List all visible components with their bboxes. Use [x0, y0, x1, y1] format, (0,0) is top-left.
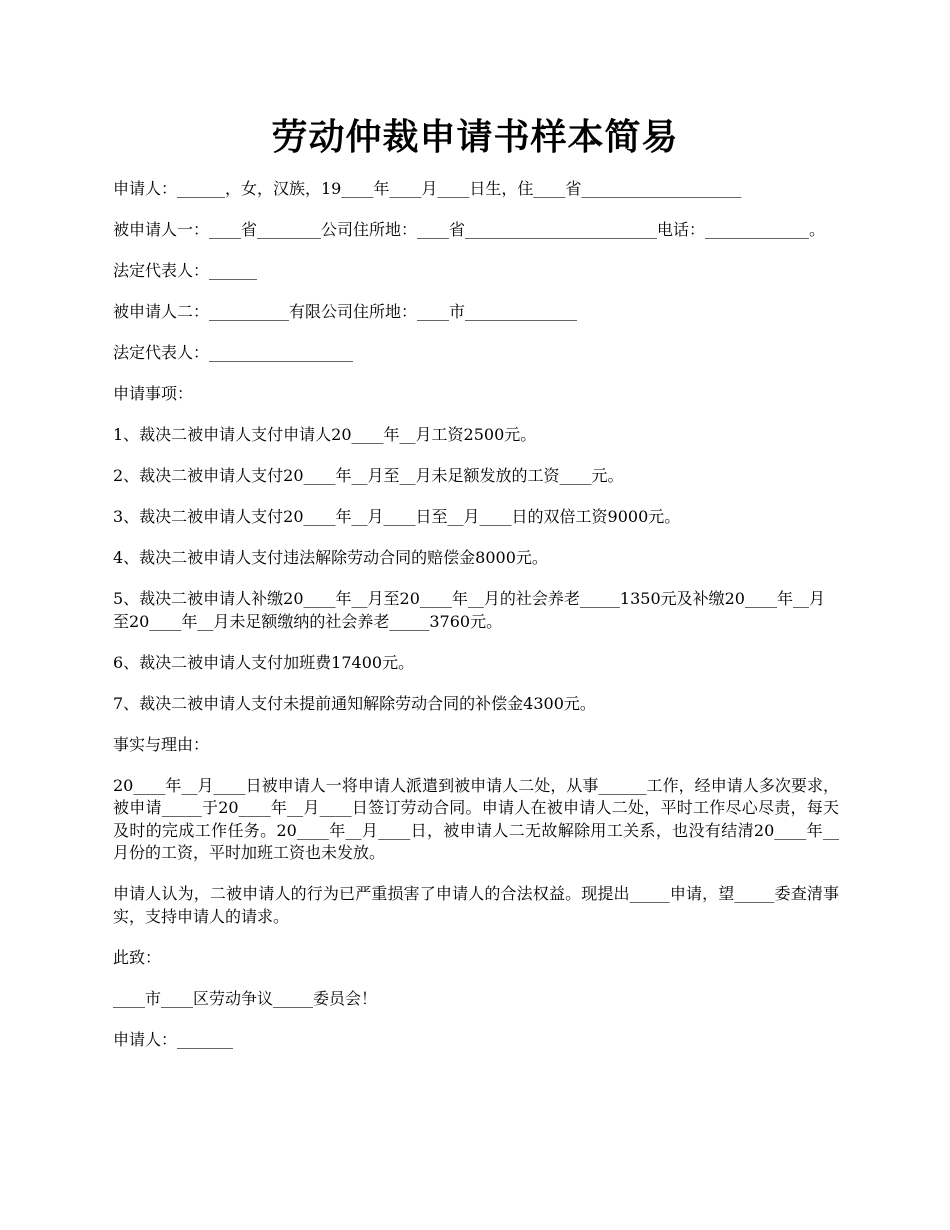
document-title: 劳动仲裁申请书样本简易	[271, 116, 679, 158]
claim-item-6: 6、裁决二被申请人支付加班费17400元。	[113, 652, 415, 672]
signature-line: 申请人：_______	[113, 1029, 234, 1049]
addressee: ____市____区劳动争议_____委员会！	[113, 988, 378, 1008]
salutation: 此致：	[113, 947, 162, 967]
document-body	[113, 178, 839, 1070]
facts-paragraph: 20____年__月____日被申请人一将申请人派遣到被申请人二处，从事______工作，经申请人多次要求，被申请_____于20____年__月____日签订劳动合同。申请人在被申请人二处，平时工作尽心尽责，每天及时的完成工作任务。20____年__月____日，被申请人二无故解除用工关系，也没有结清20____年__月份的工资，平时加班工资也未发放。	[113, 775, 839, 862]
claims-heading: 申请事项：	[113, 384, 194, 403]
claim-item-4: 4、裁决二被申请人支付违法解除劳动合同的赔偿金8000元。	[113, 548, 548, 567]
claim-item-2: 2、裁决二被申请人支付20____年__月至__月未足额发放的工资____元。	[113, 466, 624, 485]
facts-heading: 事实与理由：	[113, 734, 210, 754]
legal-representative-one: 法定代表人：______	[113, 261, 258, 280]
claim-item-7: 7、裁决二被申请人支付未提前通知解除劳动合同的补偿金4300元。	[113, 693, 596, 713]
respondent-two-info: 被申请人二：__________有限公司住所地：____市______________	[113, 302, 578, 321]
claim-item-3: 3、裁决二被申请人支付20____年__月____日至__月____日的双倍工资9000元。	[113, 507, 681, 526]
applicant-info: 申请人：______，女，汉族，19____年____月____日生，住____省____________________	[113, 179, 742, 198]
legal-representative-two: 法定代表人：__________________	[113, 343, 354, 362]
respondent-one-info: 被申请人一：____省________公司住所地：____省________________________电话：_____________。	[113, 220, 826, 239]
claim-item-1: 1、裁决二被申请人支付申请人20____年__月工资2500元。	[113, 425, 537, 444]
reasoning-paragraph: 申请人认为，二被申请人的行为已严重损害了申请人的合法权益。现提出_____申请，望_____委查清事实，支持申请人的请求。	[113, 884, 839, 926]
claim-item-5: 5、裁决二被申请人补缴20____年__月至20____年__月的社会养老_____1350元及补缴20____年__月至20____年__月未足额缴纳的社会养老_____3760元。	[113, 589, 825, 631]
